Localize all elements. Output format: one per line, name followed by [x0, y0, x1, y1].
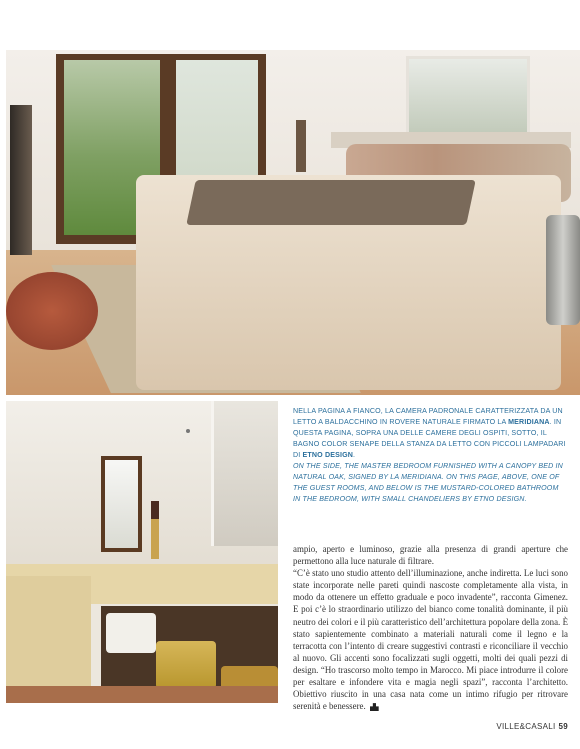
caption-english: ON THE SIDE, THE MASTER BEDROOM FURNISHED WITH A CANOPY BED IN NATURAL OAK, SIGNED BY LA MERIDIANA. ON THIS PAGE, ABOVE, ONE OF THE GUEST ROOMS, AND BELOW IS THE MUSTARD-COLORED BATHROOM IN THE BEDROOM, WITH SMALL CHANDELIERS BY ETNO DESIGN. [293, 462, 563, 503]
page-number: 59 [558, 722, 568, 731]
magazine-name: VILLE&CASALI [496, 722, 556, 731]
bathroom-photo [6, 401, 278, 703]
photo-caption [293, 406, 568, 505]
bedroom-photo [6, 50, 580, 395]
caption-brand-etno-design: ETNO DESIGN [302, 451, 354, 459]
caption-brand-meridiana: MERIDIANA [508, 418, 550, 426]
end-of-article-icon [370, 703, 379, 711]
body-paragraph-2: “C’è stato uno studio attento dell’illuminazione, anche indiretta. Le luci sono state incorporate nelle pareti quindi nascoste completamente alla vista, in modo da ottenere un effetto graduale e poco invadente”, racconta Gimenez. E poi c’è lo straordinario utilizzo del bianco come tonalità dominante, il più neutro dei colori e il più caratteristico dell’architettura popolare della zona. È stato sapientemente combinato a materiali naturali come il legno e la terracotta con l’intento di creare suggestivi contrasti e riconciliare il vecchio al nuovo. Gli accenti sono focalizzati sugli oggetti, molti dei quali pezzi di design. “Ho trascorso molto tempo in Marocco. Mi piace introdurre il colore per esaltare e infondere vita e magia negli spazi”, racconta l’architetto. Obiettivo riuscito in una casa nata come un intimo rifugio per ritrovare serenità e benessere. [293, 568, 568, 712]
page-folio [496, 722, 568, 731]
caption-italian: NELLA PAGINA A FIANCO, LA CAMERA PADRONALE CARATTERIZZATA DA UN LETTO A BALDACCHINO IN ROVERE NATURALE FIRMATO LA MERIDIANA. IN QUESTA PAGINA, SOPRA UNA DELLE CAMERE DEGLI OSPITI, SOTTO, IL BAGNO COLOR SENAPE DELLA STANZA DA LETTO CON PICCOLI LAMPADARI DI ETNO DESIGN. [293, 407, 566, 459]
body-paragraph-1: ampio, aperto e luminoso, grazie alla presenza di grandi aperture che permettono alla luce naturale di filtrare. [293, 544, 568, 567]
article-body [293, 543, 568, 712]
